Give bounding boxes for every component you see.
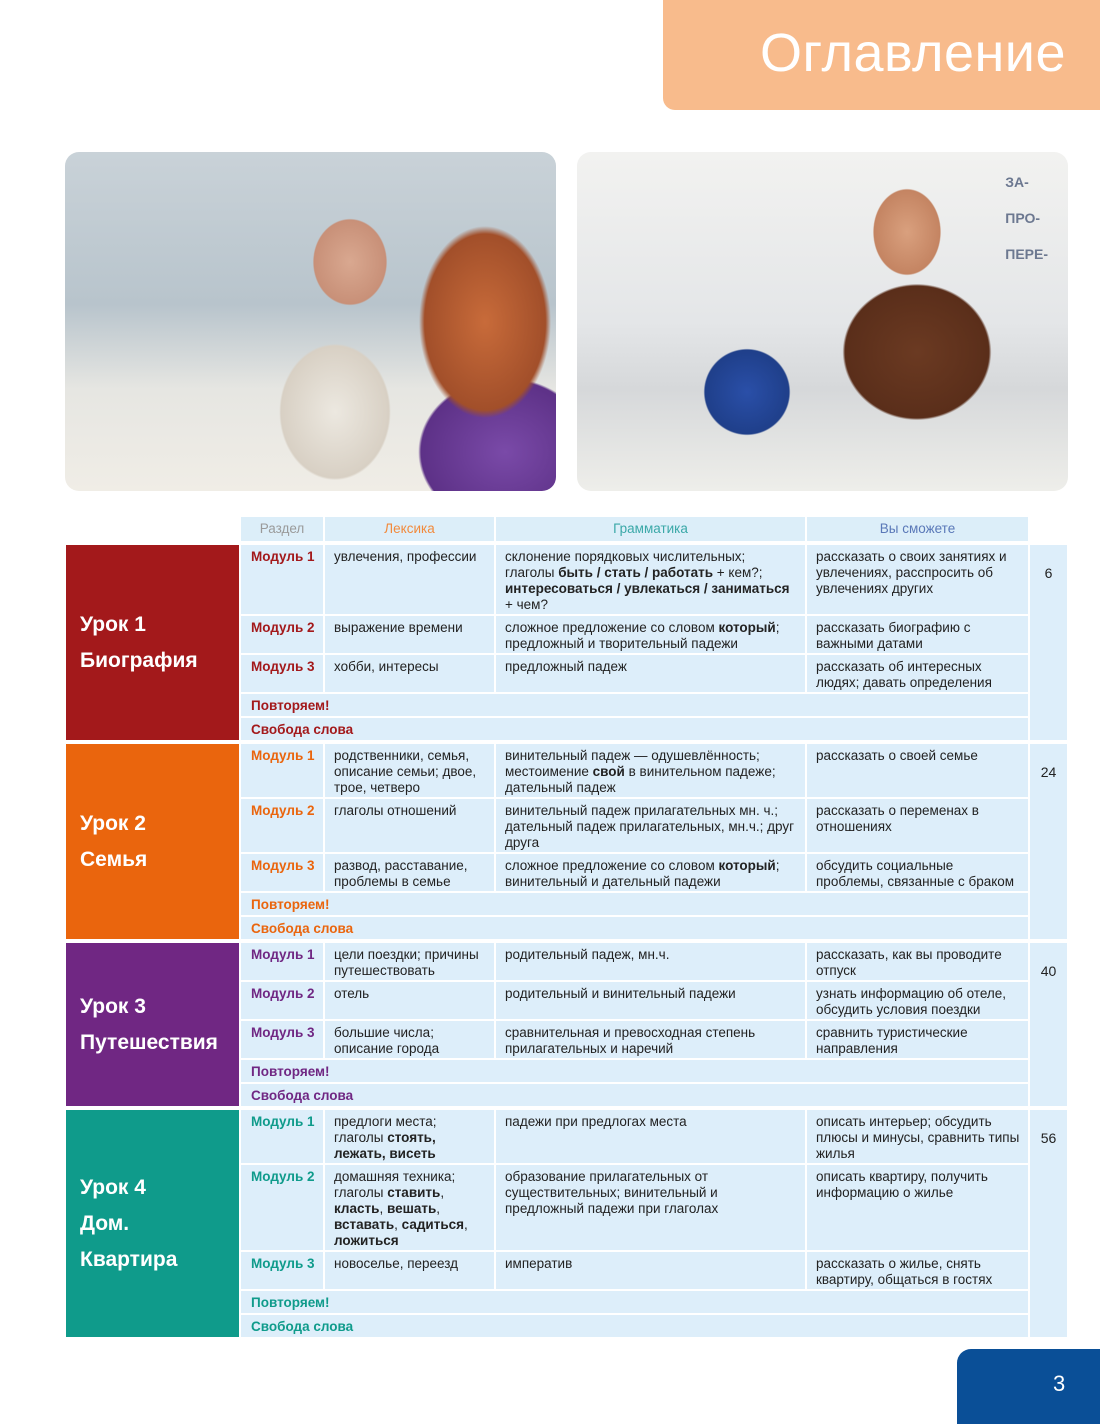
text-segment: предлоги места; глаголы — [334, 1114, 437, 1145]
lesson-label[interactable] — [66, 744, 239, 939]
module-link[interactable]: Модуль 2 — [241, 1165, 323, 1250]
text-segment: рассказать, как вы проводите отпуск — [816, 947, 1002, 978]
whiteboard-text: ЗА- ПРО- ПЕРЕ- — [1005, 174, 1048, 262]
text-segment: отель — [334, 986, 370, 1001]
can-do-cell — [807, 943, 1028, 980]
lesson-block — [66, 545, 1067, 740]
text-segment: рассказать о своих занятиях и увлечениях, расспросить об увлечениях других — [816, 549, 1007, 596]
text-segment: родственники, семья, описание семьи; двое, трое, четверо — [334, 748, 477, 795]
header-lexicon: Лексика — [325, 517, 494, 541]
text-segment: сравнить туристические направления — [816, 1025, 968, 1056]
free-speech-link[interactable]: Свобода слова — [241, 718, 1028, 740]
lesson-name: Дом. Квартира — [80, 1211, 178, 1271]
text-segment: рассказать о жилье, снять квартиру, общаться в гостях — [816, 1256, 993, 1287]
grammar-cell — [496, 982, 805, 1019]
text-segment: сложное предложение со словом — [505, 620, 719, 635]
can-do-cell — [807, 1021, 1028, 1058]
review-link[interactable]: Повторяем! — [241, 694, 1028, 716]
grammar-cell — [496, 1252, 805, 1289]
text-segment: узнать информацию об отеле, обсудить условия поездки — [816, 986, 1007, 1017]
module-link[interactable]: Модуль 1 — [241, 545, 323, 614]
text-segment: императив — [505, 1256, 573, 1271]
bold-term: быть / стать / работать — [558, 565, 714, 580]
lesson-number: Урок 3 — [80, 994, 146, 1018]
grammar-cell — [496, 854, 805, 891]
lesson-page-number[interactable]: 24 — [1030, 744, 1067, 939]
lexicon-cell — [325, 655, 494, 692]
free-speech-link[interactable]: Свобода слова — [241, 1084, 1028, 1106]
can-do-cell — [807, 1110, 1028, 1163]
header-grammar: Грамматика — [496, 517, 805, 541]
text-segment: рассказать биографию с важными датами — [816, 620, 971, 651]
module-link[interactable]: Модуль 3 — [241, 854, 323, 891]
text-segment: описать интерьер; обсудить плюсы и минусы, сравнить типы жилья — [816, 1114, 1020, 1161]
lesson-label[interactable] — [66, 943, 239, 1106]
text-segment: , — [464, 1217, 468, 1232]
lesson-page-number[interactable]: 40 — [1030, 943, 1067, 1106]
text-segment: , — [379, 1201, 387, 1216]
can-do-cell — [807, 744, 1028, 797]
text-segment: в винительном падеже; дательный падеж — [505, 764, 776, 795]
header-can-do: Вы сможете — [807, 517, 1028, 541]
text-segment: глаголы отношений — [334, 803, 457, 818]
lexicon-cell — [325, 854, 494, 891]
text-segment: родительный и винительный падежи — [505, 986, 736, 1001]
text-segment: родительный падеж, мн.ч. — [505, 947, 670, 962]
module-link[interactable]: Модуль 2 — [241, 799, 323, 852]
lexicon-cell — [325, 943, 494, 980]
lesson-label[interactable] — [66, 1110, 239, 1337]
text-segment: падежи при предлогах места — [505, 1114, 687, 1129]
text-segment: цели поездки; причины путешествовать — [334, 947, 479, 978]
lexicon-cell — [325, 1165, 494, 1250]
photo-smiling-man — [577, 152, 1068, 491]
text-segment: обсудить социальные проблемы, связанные с браком — [816, 858, 1015, 889]
module-link[interactable]: Модуль 1 — [241, 744, 323, 797]
can-do-cell — [807, 545, 1028, 614]
text-segment: рассказать о своей семье — [816, 748, 978, 763]
lexicon-cell — [325, 982, 494, 1019]
grammar-cell — [496, 1021, 805, 1058]
text-segment: сложное предложение со словом — [505, 858, 719, 873]
photo-students-woman — [65, 152, 556, 491]
grammar-cell — [496, 799, 805, 852]
lexicon-cell — [325, 616, 494, 653]
lesson-page-number[interactable]: 56 — [1030, 1110, 1067, 1337]
bold-term: садиться — [401, 1217, 465, 1232]
bold-term: который — [718, 858, 776, 873]
text-segment: рассказать об интересных людях; давать определения — [816, 659, 992, 690]
grammar-cell — [496, 1110, 805, 1163]
free-speech-link[interactable]: Свобода слова — [241, 1315, 1028, 1337]
contents-table — [66, 545, 1067, 1337]
header-section: Раздел — [241, 517, 323, 541]
text-segment: ; винительный и дательный падежи — [505, 858, 780, 889]
can-do-cell — [807, 982, 1028, 1019]
page-title: Оглавление — [759, 23, 1066, 83]
lesson-name: Путешествия — [80, 1030, 218, 1054]
table-header — [241, 517, 1028, 541]
can-do-cell — [807, 1165, 1028, 1250]
title-banner — [663, 0, 1100, 110]
module-link[interactable]: Модуль 2 — [241, 616, 323, 653]
lesson-block — [66, 744, 1067, 939]
grammar-cell — [496, 1165, 805, 1250]
lexicon-cell — [325, 1252, 494, 1289]
module-link[interactable]: Модуль 2 — [241, 982, 323, 1019]
text-segment: , — [394, 1217, 402, 1232]
text-segment: , — [436, 1201, 441, 1216]
can-do-cell — [807, 616, 1028, 653]
text-segment: ; предложный и творительный падежи — [505, 620, 780, 651]
lexicon-cell — [325, 1110, 494, 1163]
bold-term: класть — [334, 1201, 380, 1216]
module-link[interactable]: Модуль 3 — [241, 655, 323, 692]
module-link[interactable]: Модуль 3 — [241, 1252, 323, 1289]
review-link[interactable]: Повторяем! — [241, 893, 1028, 915]
text-segment: рассказать о переменах в отношениях — [816, 803, 979, 834]
can-do-cell — [807, 655, 1028, 692]
text-segment: описать квартиру, получить информацию о жилье — [816, 1169, 988, 1200]
text-segment: увлечения, профессии — [334, 549, 477, 564]
text-segment: хобби, интересы — [334, 659, 439, 674]
module-link[interactable]: Модуль 3 — [241, 1021, 323, 1058]
bold-term: вставать — [334, 1217, 395, 1232]
lexicon-cell — [325, 744, 494, 797]
bold-term: ложиться — [334, 1233, 399, 1248]
lesson-number: Урок 2 — [80, 811, 146, 835]
text-segment: + чем? — [505, 597, 548, 612]
text-segment: , — [440, 1185, 445, 1200]
text-segment: развод, расставание, проблемы в семье — [334, 858, 468, 889]
text-segment: образование прилагательных от существительных; винительный и предложный падежи при глаголах — [505, 1169, 719, 1216]
module-link[interactable]: Модуль 1 — [241, 1110, 323, 1163]
review-link[interactable]: Повторяем! — [241, 1291, 1028, 1313]
bold-term: свой — [592, 764, 625, 779]
text-segment: домашняя техника; глаголы — [334, 1169, 456, 1200]
module-link[interactable]: Модуль 1 — [241, 943, 323, 980]
lesson-number: Урок 4 — [80, 1175, 146, 1199]
lesson-block — [66, 943, 1067, 1106]
lexicon-cell — [325, 1021, 494, 1058]
grammar-cell — [496, 545, 805, 614]
can-do-cell — [807, 854, 1028, 891]
text-segment: предложный падеж — [505, 659, 627, 674]
text-segment: винительный падеж прилагательных мн. ч.; дательный падеж прилагательных, мн.ч.; друг друга — [505, 803, 795, 850]
lesson-name: Биография — [80, 648, 198, 672]
text-segment: большие числа; описание города — [334, 1025, 440, 1056]
text-segment: новоселье, переезд — [334, 1256, 459, 1271]
lexicon-cell — [325, 545, 494, 614]
bold-term: вешать — [386, 1201, 437, 1216]
grammar-cell — [496, 616, 805, 653]
bold-term: ставить — [387, 1185, 441, 1200]
lesson-label[interactable] — [66, 545, 239, 740]
bold-term: стоять, лежать, висеть — [334, 1130, 436, 1161]
text-segment: винительный падеж — одушевлённость; местоимение — [505, 748, 760, 779]
text-segment: сравнительная и превосходная степень прилагательных и наречий — [505, 1025, 756, 1056]
grammar-cell — [496, 744, 805, 797]
grammar-cell — [496, 943, 805, 980]
lexicon-cell — [325, 799, 494, 852]
bold-term: который — [718, 620, 776, 635]
text-segment: склонение порядковых числительных; глаголы — [505, 549, 746, 580]
bold-term: интересоваться / увлекаться / заниматься — [505, 581, 790, 596]
lesson-name: Семья — [80, 847, 148, 871]
free-speech-link[interactable]: Свобода слова — [241, 917, 1028, 939]
grammar-cell — [496, 655, 805, 692]
text-segment: + кем?; — [713, 565, 763, 580]
page-number-box — [957, 1349, 1100, 1424]
lesson-page-number[interactable]: 6 — [1030, 545, 1067, 740]
can-do-cell — [807, 799, 1028, 852]
page-number: 3 — [1053, 1371, 1066, 1396]
lesson-block — [66, 1110, 1067, 1337]
text-segment: выражение времени — [334, 620, 463, 635]
review-link[interactable]: Повторяем! — [241, 1060, 1028, 1082]
can-do-cell — [807, 1252, 1028, 1289]
lesson-number: Урок 1 — [80, 612, 146, 636]
